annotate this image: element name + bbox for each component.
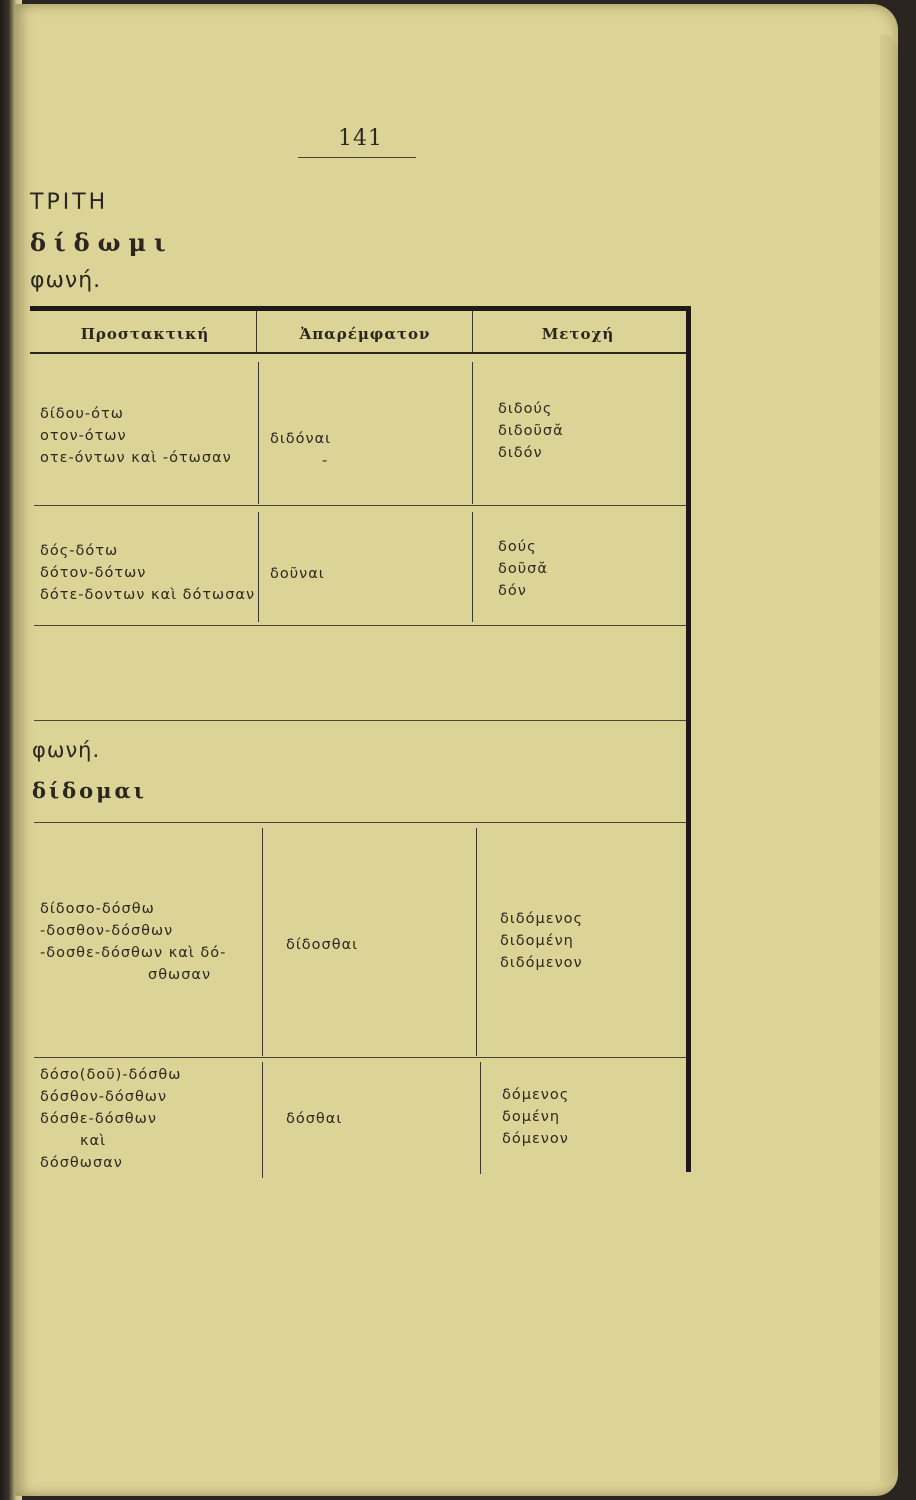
header-bottom-rule: [30, 352, 686, 354]
table-cell-participle: διδόμενος διδομένη διδόμενον: [500, 911, 584, 971]
table-top-rule: [30, 306, 690, 311]
column-divider: [262, 828, 263, 1056]
column-divider: [472, 512, 473, 622]
column-divider: [258, 512, 259, 622]
verb-lemma: δίδωμι: [30, 228, 174, 257]
table-cell-participle: δόμενος δομένη δόμενον: [502, 1087, 570, 1147]
column-header-participle: Μετοχή: [541, 325, 615, 343]
middle-voice-label: φωνή.: [32, 738, 101, 762]
header-divider: [472, 311, 473, 352]
table-cell-infinitive: διδόναι -: [270, 431, 332, 469]
table-cell-participle: διδούς διδοῦσᾰ διδόν: [498, 401, 564, 461]
table-cell-imperative: δίδου-ότω οτον-ότων οτε-όντων καὶ -ότωσαν: [40, 406, 232, 466]
row-divider: [34, 720, 686, 721]
page-edge: [880, 34, 898, 1484]
row-divider: [34, 505, 686, 506]
column-divider: [476, 828, 477, 1056]
table-cell-imperative: δός-δότω δότον-δότων δότε-δοντων καὶ δότωσαν: [40, 543, 256, 603]
table-cell-infinitive: δοῦναι: [270, 566, 325, 582]
table-right-rule: [686, 306, 691, 1172]
page-number-rule: [298, 157, 416, 158]
page-number: 141: [338, 126, 383, 151]
section-heading: ΤΡΙΤΗ: [30, 190, 109, 215]
table-cell-infinitive: δίδοσθαι: [286, 937, 359, 953]
voice-label: φωνή.: [30, 268, 102, 293]
row-divider: [34, 625, 686, 626]
row-divider: [34, 822, 686, 823]
column-header-infinitive: Ἀπαρέμφατον: [299, 325, 431, 343]
table-cell-participle: δούς δοῦσᾰ δόν: [498, 539, 548, 599]
table-cell-imperative: δίδοσο-δόσθω -δοσθον-δόσθων -δοσθε-δόσθων καὶ δό- σθωσαν: [40, 901, 227, 983]
header-divider: [256, 311, 257, 352]
column-divider: [480, 1062, 481, 1174]
table-cell-imperative: δόσο(δοῦ)-δόσθω δόσθον-δόσθων δόσθε-δόσθων καὶ δόσθωσαν: [40, 1067, 182, 1171]
column-divider: [472, 362, 473, 504]
column-divider: [262, 1062, 263, 1178]
row-divider: [34, 1057, 686, 1058]
column-header-imperative: Προστακτική: [80, 325, 210, 343]
middle-verb-lemma: δίδομαι: [32, 778, 147, 803]
column-divider: [258, 362, 259, 504]
table-cell-infinitive: δόσθαι: [286, 1111, 343, 1127]
